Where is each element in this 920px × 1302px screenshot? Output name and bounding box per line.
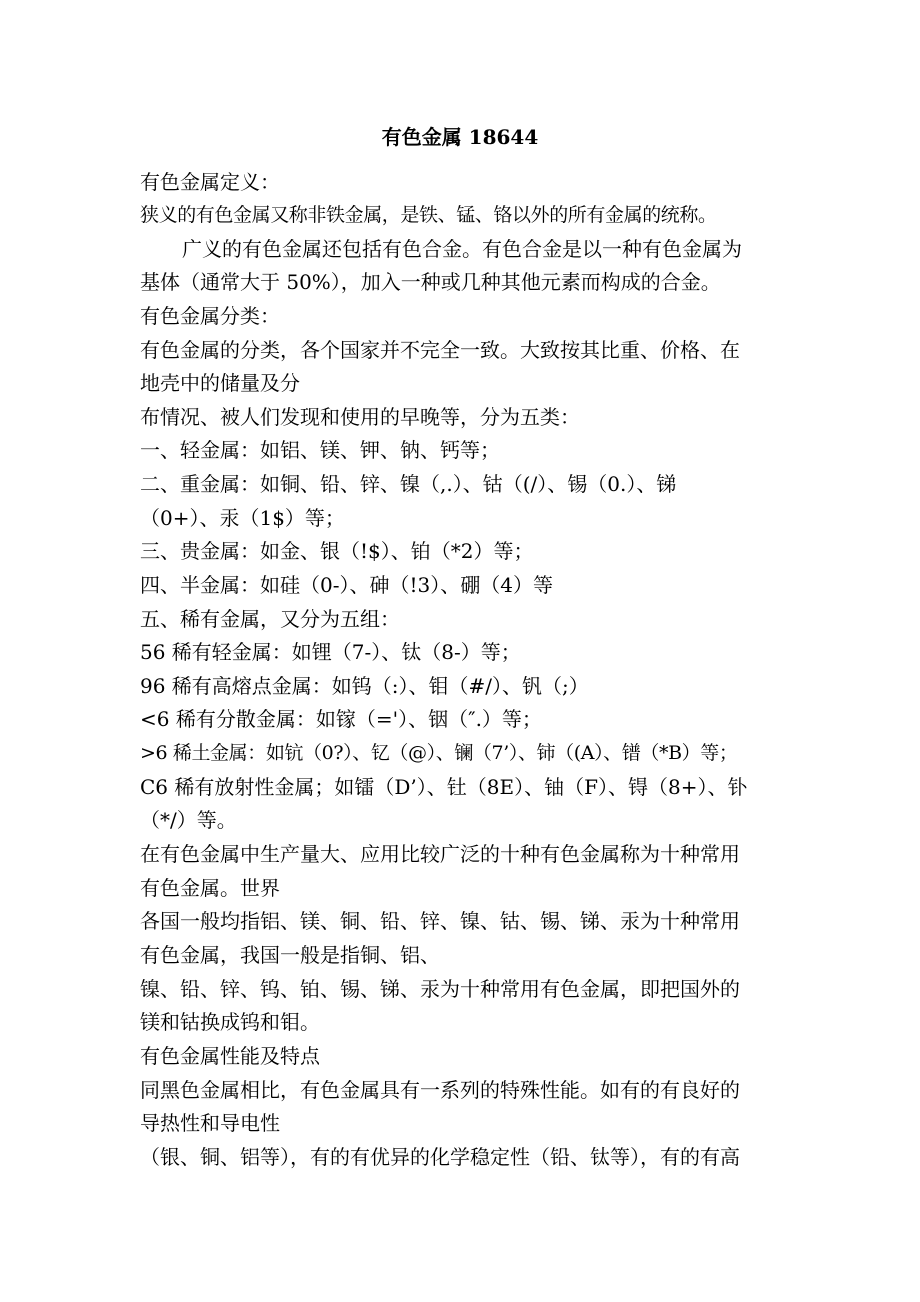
text-line: （0+）、汞（1$）等； (140, 506, 345, 530)
text-line: 同黑色金属相比，有色金属具有一系列的特殊性能。如有的有良好的 (140, 1078, 740, 1102)
text-line: 在有色金属中生产量大、应用比较广泛的十种有色金属称为十种常用 (140, 842, 740, 866)
text-line: 有色金属的分类，各个国家并不完全一致。大致按其比重、价格、在 (140, 338, 740, 362)
text-line: 导热性和导电性 (140, 1111, 280, 1135)
text-line: 有色金属。世界 (140, 876, 280, 900)
text-line: 一、轻金属：如铝、镁、钾、钠、钙等； (140, 438, 500, 462)
text-line: 镍、铅、锌、钨、铂、锡、锑、汞为十种常用有色金属，即把国外的 (140, 977, 740, 1001)
text-line: <6 稀有分散金属：如镓（='）、铟（″.）等； (140, 707, 542, 731)
text-line: 狭义的有色金属又称非铁金属，是铁、锰、铬以外的所有金属的统称。 (140, 204, 717, 226)
text-line: （银、铜、铝等），有的有优异的化学稳定性（铅、钛等），有的有高 (140, 1145, 740, 1169)
text-line: 基体（通常大于 50%），加入一种或几种其他元素而构成的合金。 (140, 270, 721, 294)
text-line: 二、重金属：如铜、铅、锌、镍（,.）、钴（(/）、锡（0.）、锑 (140, 472, 677, 496)
text-line: 三、贵金属：如金、银（!$）、铂（*2）等； (140, 539, 534, 563)
text-line: 地壳中的储量及分 (140, 371, 300, 395)
text-line: 有色金属分类： (140, 304, 280, 328)
text-line: >6 稀土金属：如钪（0?）、钇（@）、镧（7’）、铈（(A）、镨（*B）等； (140, 742, 738, 764)
text-line: 56 稀有轻金属：如锂（7-）、钛（8-）等； (140, 640, 521, 664)
text-line: 五、稀有金属，又分为五组： (140, 607, 400, 631)
text-line: 各国一般均指铝、镁、铜、铅、锌、镍、钴、锡、锑、汞为十种常用 (140, 909, 740, 933)
text-line: 有色金属性能及特点 (140, 1044, 320, 1068)
text-line: 96 稀有高熔点金属：如钨（:）、钼（#/）、钒（;） (140, 674, 589, 698)
text-line: 有色金属定义： (140, 170, 280, 194)
text-line: 广义的有色金属还包括有色合金。有色合金是以一种有色金属为 (182, 237, 742, 261)
document-title: 有色金属 18644 (381, 125, 539, 149)
text-line: 镁和钴换成钨和钼。 (140, 1010, 320, 1034)
text-line: 四、半金属：如硅（0-）、砷（!3）、硼（4）等 (140, 573, 553, 597)
text-line: C6 稀有放射性金属；如镭（D’）、钍（8E）、铀（F）、锝（8+）、钋 (140, 775, 748, 799)
text-line: 有色金属，我国一般是指铜、铝、 (140, 943, 440, 967)
text-line: （*/）等。 (140, 808, 237, 832)
text-line: 布情况、被人们发现和使用的早晚等，分为五类： (140, 405, 580, 429)
